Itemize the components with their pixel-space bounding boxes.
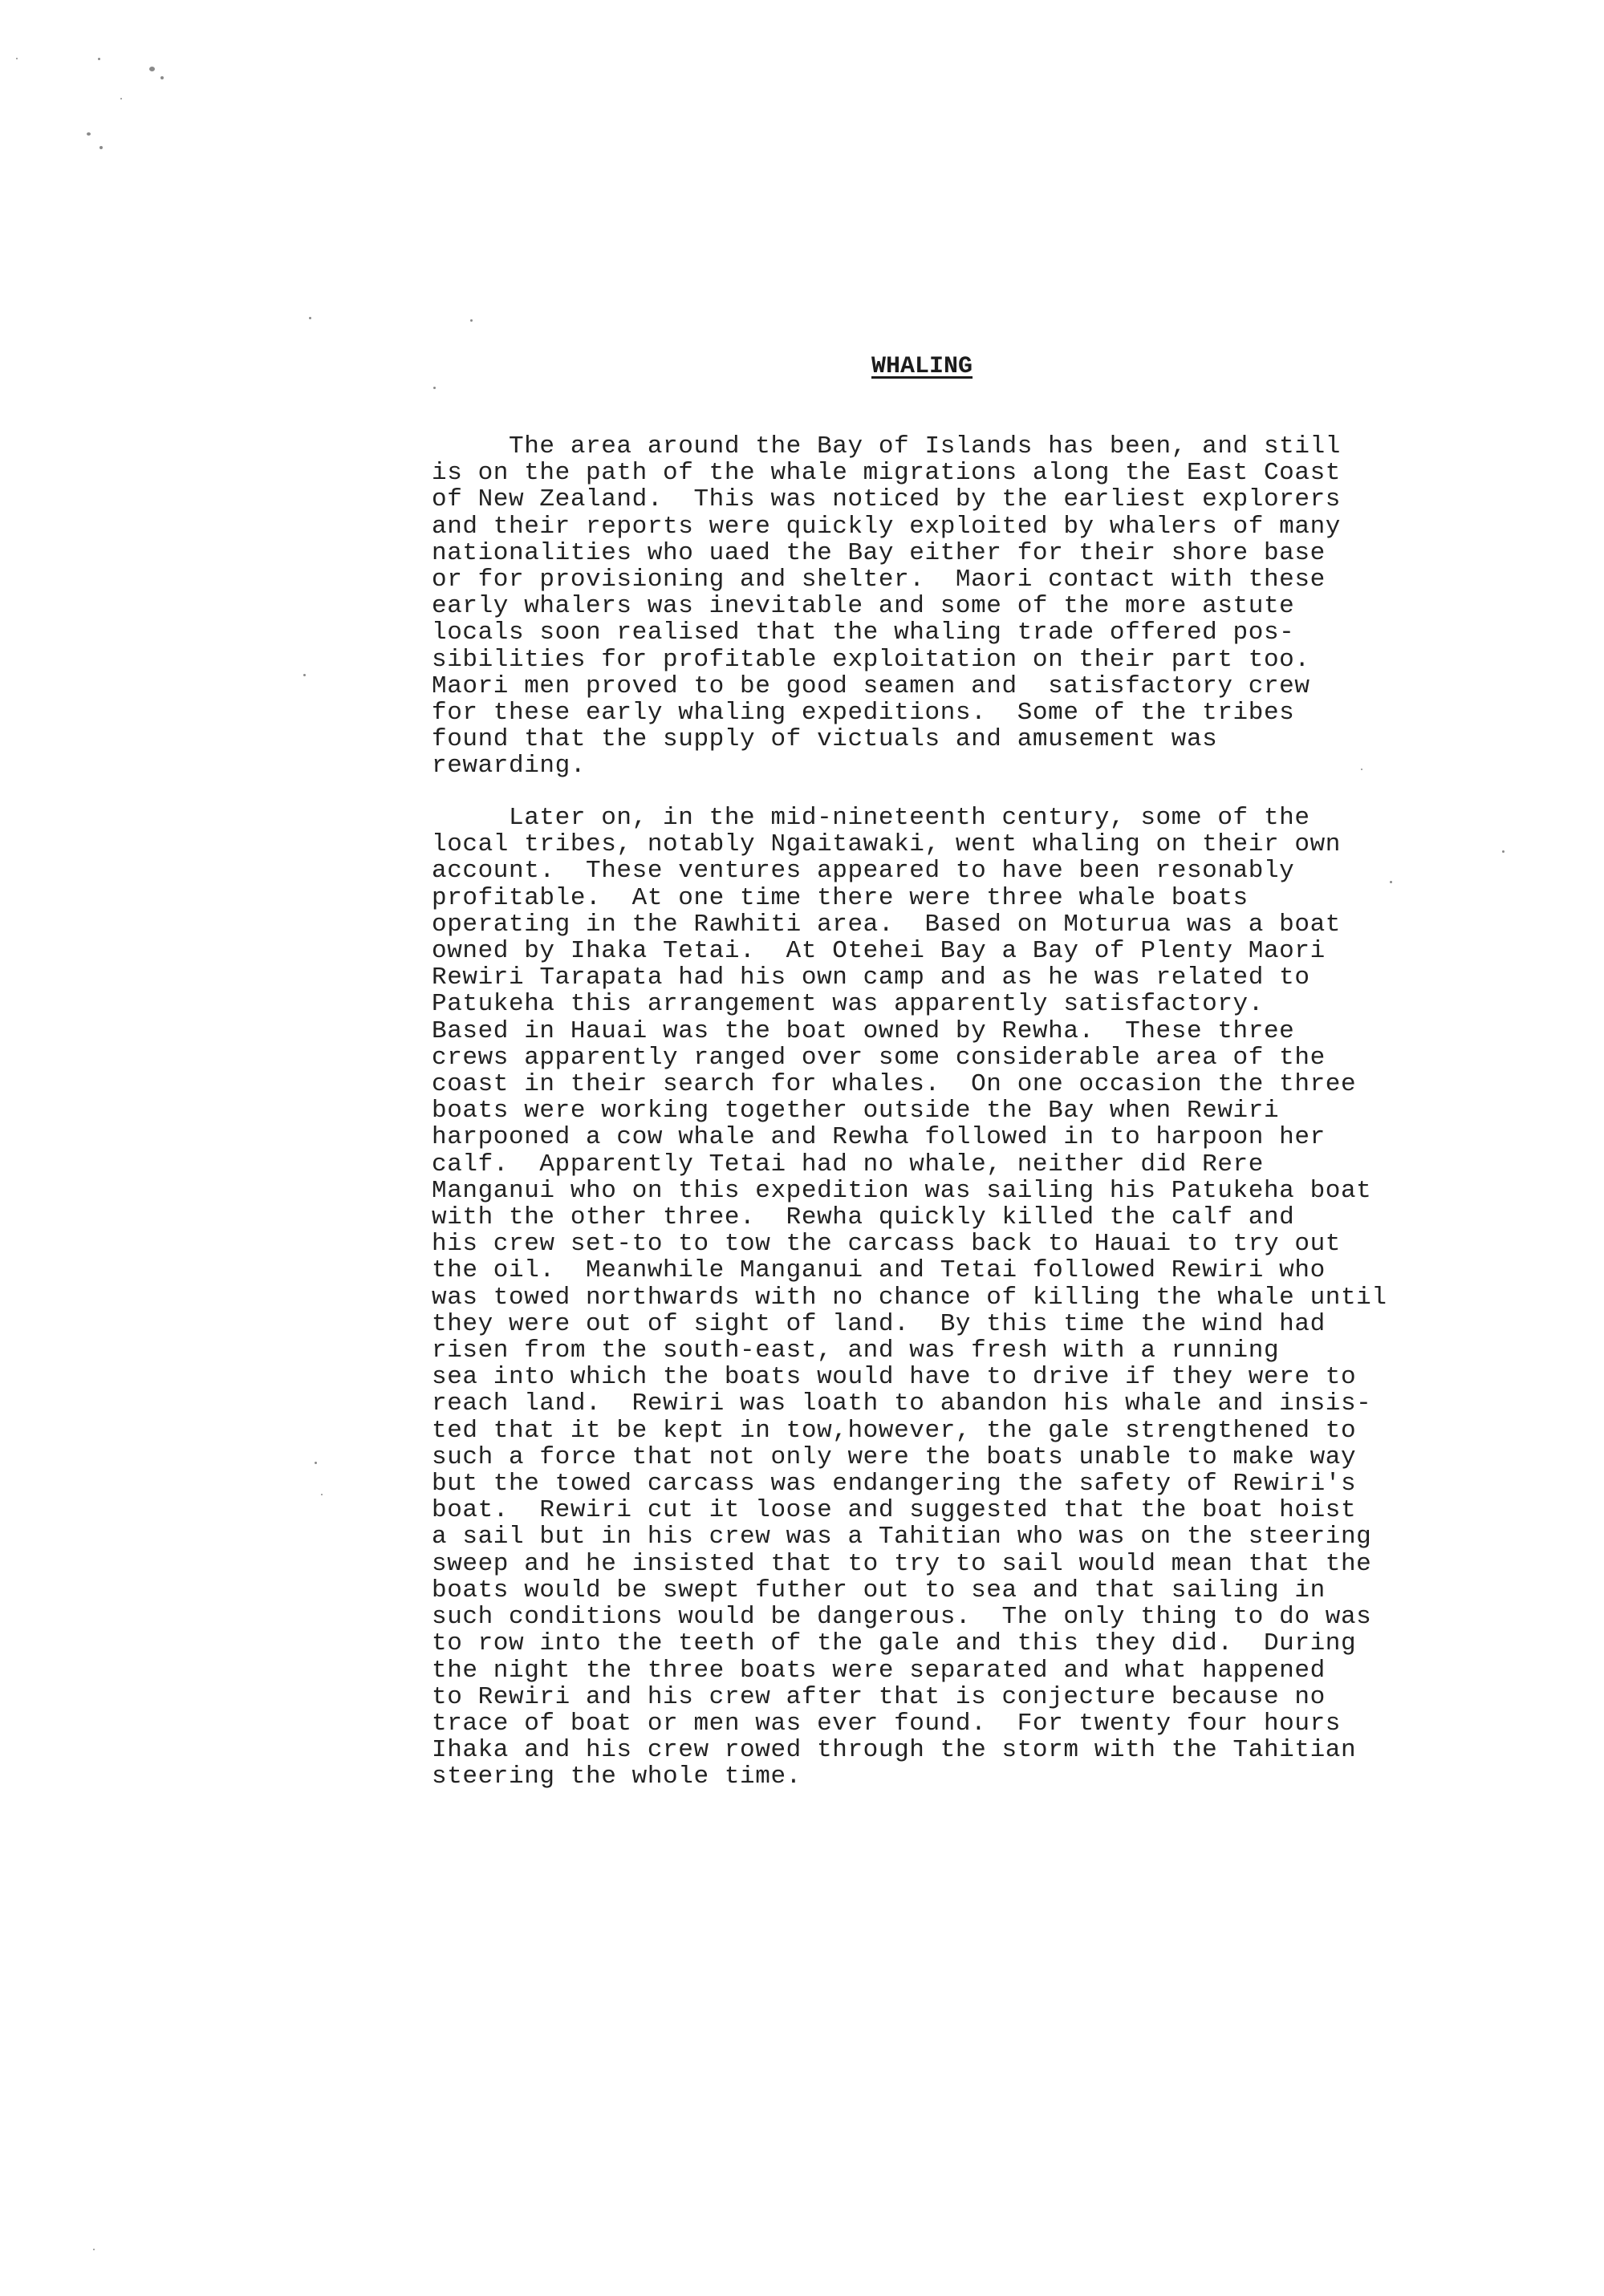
scan-speck xyxy=(321,1494,323,1495)
scan-speck xyxy=(1502,850,1505,853)
text-line: coast in their search for whales. On one occasion the three xyxy=(432,1070,1357,1099)
text-line: sibilities for profitable exploitation on their part too. xyxy=(432,645,1310,674)
scan-speck xyxy=(149,67,155,71)
scan-speck xyxy=(309,317,311,319)
scan-speck xyxy=(120,98,122,99)
scan-speck xyxy=(470,319,473,322)
text-line: ted that it be kept in tow,however, the gale strengthened to xyxy=(432,1416,1357,1445)
text-line: boats would be swept futher out to sea and that sailing in xyxy=(432,1576,1326,1604)
text-line: sweep and he insisted that to try to sail would mean that the xyxy=(432,1549,1372,1578)
text-line: but the towed carcass was endangering the safety of Rewiri's xyxy=(432,1470,1357,1499)
text-line: Patukeha this arrangement was apparently satisfactory. xyxy=(432,990,1264,1019)
text-line: steering the whole time. xyxy=(432,1763,802,1791)
text-line: profitable. At one time there were three whale boats xyxy=(432,883,1249,912)
text-line: they were out of sight of land. By this time the wind had xyxy=(432,1309,1326,1338)
text-line: Manganui who on this expedition was sailing his Patukeha boat xyxy=(432,1176,1372,1205)
text-line: trace of boat or men was ever found. For twenty four hours xyxy=(432,1709,1341,1738)
scan-speck xyxy=(303,674,306,676)
text-line: the night the three boats were separated and what happened xyxy=(432,1656,1326,1685)
text-line: The area around the Bay of Islands has been, and still xyxy=(432,432,1341,460)
scan-speck xyxy=(1390,881,1392,883)
text-line: to row into the teeth of the gale and this they did. During xyxy=(432,1629,1357,1658)
text-line: rewarding. xyxy=(432,752,587,781)
document-title: WHALING xyxy=(871,353,973,380)
text-line: such a force that not only were the boats unable to make way xyxy=(432,1442,1357,1471)
text-line: sea into which the boats would have to drive if they were to xyxy=(432,1363,1357,1392)
text-line: found that the supply of victuals and amusement was xyxy=(432,725,1218,754)
text-line: calf. Apparently Tetai had no whale, neither did Rere xyxy=(432,1150,1264,1178)
scan-speck xyxy=(1361,769,1362,770)
text-line: for these early whaling expeditions. Some of the tribes xyxy=(432,699,1295,728)
paragraph-1 xyxy=(432,433,1341,780)
text-line: was towed northwards with no chance of killing the whale until xyxy=(432,1283,1387,1312)
text-line: Based in Hauai was the boat owned by Rewha. These three xyxy=(432,1016,1295,1045)
text-line: early whalers was inevitable and some of the more astute xyxy=(432,592,1295,621)
text-line: boat. Rewiri cut it loose and suggested that the boat hoist xyxy=(432,1496,1357,1525)
text-line: is on the path of the whale migrations along the East Coast xyxy=(432,459,1341,488)
text-line: Rewiri Tarapata had his own camp and as he was related to xyxy=(432,963,1310,992)
scan-speck xyxy=(93,2249,95,2250)
scan-speck xyxy=(16,58,18,59)
text-line: the oil. Meanwhile Manganui and Tetai followed Rewiri who xyxy=(432,1256,1326,1285)
text-line: reach land. Rewiri was loath to abandon his whale and insis- xyxy=(432,1389,1372,1418)
text-line: with the other three. Rewha quickly killed the calf and xyxy=(432,1203,1295,1232)
text-line: Maori men proved to be good seamen and satisfactory crew xyxy=(432,671,1310,700)
text-line: to Rewiri and his crew after that is conjecture because no xyxy=(432,1682,1326,1711)
text-line: Later on, in the mid-nineteenth century, some of the xyxy=(432,804,1310,832)
text-line: harpooned a cow whale and Rewha followed in to harpoon her xyxy=(432,1123,1326,1152)
scan-speck xyxy=(433,387,436,389)
text-line: owned by Ihaka Tetai. At Otehei Bay a Bay of Plenty Maori xyxy=(432,937,1326,966)
text-line: and their reports were quickly exploited by whalers of many xyxy=(432,512,1341,541)
scan-speck xyxy=(98,58,100,60)
scan-speck xyxy=(315,1462,317,1464)
scan-speck xyxy=(160,76,164,79)
text-line: nationalities who uaed the Bay either for their shore base xyxy=(432,538,1326,567)
text-line: a sail but in his crew was a Tahitian who was on the steering xyxy=(432,1523,1372,1552)
text-line: boats were working together outside the Bay when Rewiri xyxy=(432,1097,1280,1126)
text-line: or for provisioning and shelter. Maori contact with these xyxy=(432,566,1326,594)
paragraph-2 xyxy=(432,805,1387,1791)
text-line: such conditions would be dangerous. The only thing to do was xyxy=(432,1603,1372,1632)
text-line: account. These ventures appeared to have been resonably xyxy=(432,857,1295,886)
text-line: risen from the south-east, and was fresh with a running xyxy=(432,1337,1280,1365)
scan-speck xyxy=(99,146,103,149)
text-line: operating in the Rawhiti area. Based on Moturua was a boat xyxy=(432,910,1341,939)
text-line: his crew set-to to tow the carcass back to Hauai to try out xyxy=(432,1230,1341,1259)
text-line: local tribes, notably Ngaitawaki, went whaling on their own xyxy=(432,830,1341,859)
text-line: locals soon realised that the whaling trade offered pos- xyxy=(432,619,1295,647)
text-line: of New Zealand. This was noticed by the earliest explorers xyxy=(432,485,1341,514)
scan-speck xyxy=(87,132,91,136)
text-line: Ihaka and his crew rowed through the storm with the Tahitian xyxy=(432,1736,1357,1765)
text-line: crews apparently ranged over some considerable area of the xyxy=(432,1043,1326,1072)
